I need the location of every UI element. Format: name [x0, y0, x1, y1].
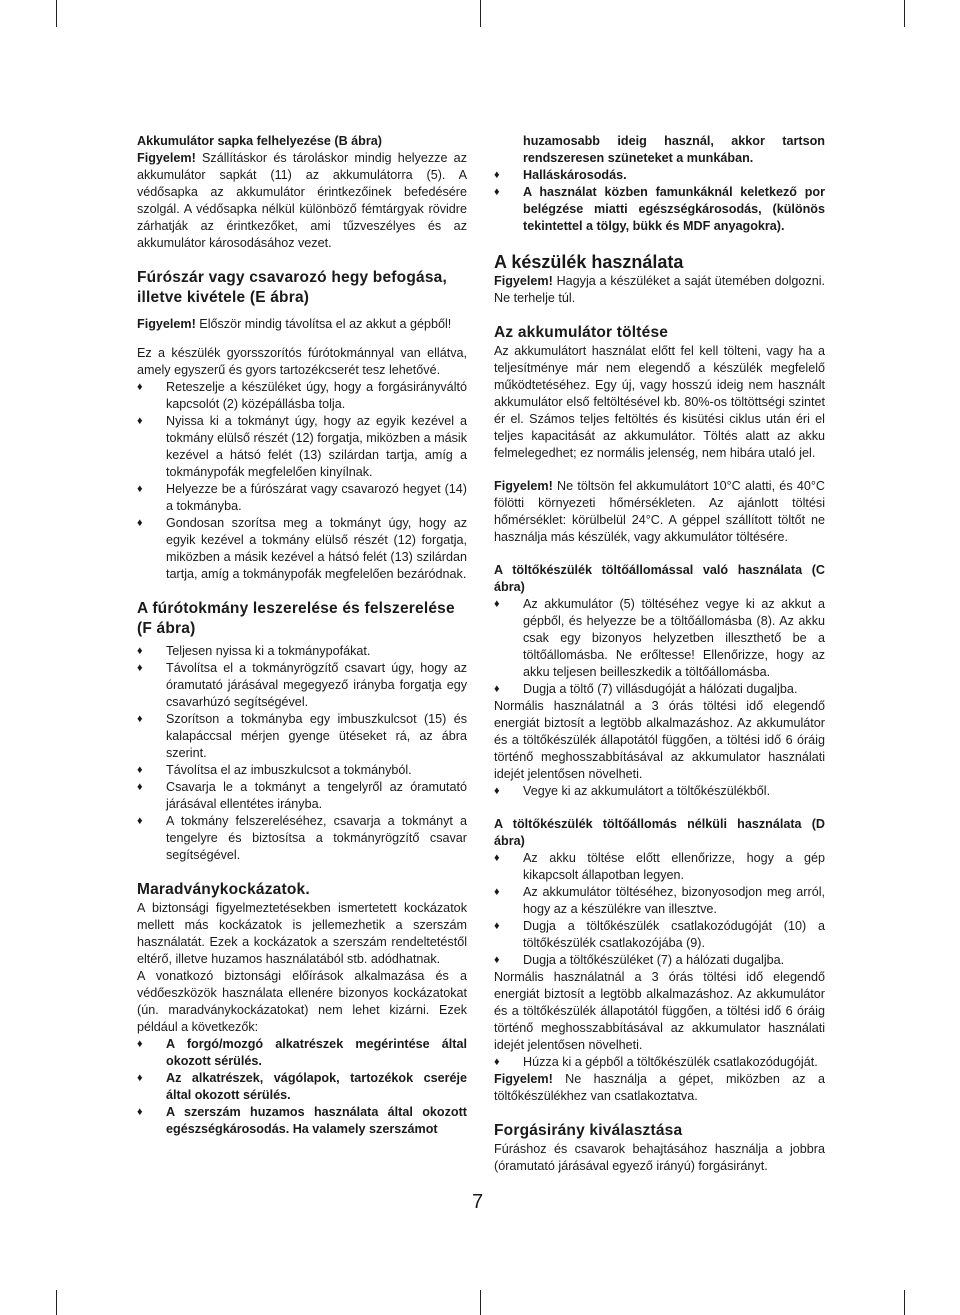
continued-risks-list [494, 167, 825, 235]
station-c-paragraph: Normális használatnál a 3 órás töltési idő elegendő energiát biztosít a legtöbb alkalmazáshoz. Az akkumulátor és a töltőkészülék állapotától függően, a töltési idő 6 óráig történő meghosszabbításával az akkumulator használati idejét jelentősen növelheti. [494, 699, 825, 781]
list-item: ♦ Távolítsa el az imbuszkulcsot a tokmányból. [137, 762, 467, 779]
heading-rotation-direction: Forgásirány kiválasztása [494, 1122, 683, 1139]
list-item: ♦ Húzza ki a gépből a töltőkészülék csatlakozódugóját. [494, 1054, 825, 1071]
charging-paragraph: Az akkumulátort használat előtt fel kell tölteni, vagy ha a teljesítménye már nem elegendő a készülék megfelelő működtetéséhez. Egy új, vagy hosszú ideig nem használt akkumulátor első feltöltésével kb. 80%-os töltöttségi szintet ér el. Számos teljes feltöltés és kisütési ciklus után éri el teljes kapacitását az akkumulátor. Töltés alatt az akku felmelegedhet; ez normális jelenség, nem hibára utaló jel. [494, 344, 825, 460]
list-item: ♦ Az akku töltése előtt ellenőrizze, hogy a gép kikapcsolt állapotban legyen. [494, 850, 825, 884]
list-item: ♦ Szorítson a tokmányba egy imbuszkulcsot (15) és kalapáccsal mérjen gyenge ütéseket rá, az ábra szerint. [137, 711, 467, 762]
list-item: ♦ Dugja a töltőkészülék csatlakozódugóját (10) a töltőkészülék csatlakozójába (9). [494, 918, 825, 952]
warning-label: Figyelem! [137, 151, 196, 165]
warning-label: Figyelem! [494, 274, 553, 288]
paragraph-text: Szállításkor és tároláskor mindig helyezze az akkumulátor sapkát (11) az akkumulátorra (5). A védősapka az akkumulátor érintkezőinek befedésére szolgál. A védősapka nélkül különböző fémtárgyak rövidre zárhatják az érintkezőket, ami tűzveszélyes és az akkumulátor károsodásához vezet. [137, 151, 467, 250]
list-item: ♦ Dugja a töltő (7) villásdugóját a hálózati dugaljba. [494, 681, 825, 698]
residual-risks-list [137, 1036, 467, 1138]
crop-mark [56, 1290, 57, 1315]
list-item: ♦ Csavarja le a tokmányt a tengelyről az óramutató járásával ellentétes irányba. [137, 779, 467, 813]
station-d-last [494, 1054, 825, 1071]
heading-residual-risks: Maradványkockázatok. [137, 881, 310, 898]
list-item: ♦ A szerszám huzamos használata által okozott egészségkárosodás. Ha valamely szerszámot [137, 1104, 467, 1138]
list-item: ♦ Gondosan szorítsa meg a tokmányt úgy, hogy az egyik kezével a tokmány elülső részét (12) forgatja, miközben a másik kezével a hátsó felét (13) szilárdan tartja, amíg a tokmánypofák megfelelően bezáródnak. [137, 515, 467, 583]
list-item: ♦ Távolítsa el a tokmányrögzítő csavart úgy, hogy az óramutató járásával megegyező irányba forgatja egy csavarhúzó segítségével. [137, 660, 467, 711]
list-item: ♦ Dugja a töltőkészüléket (7) a hálózati dugaljba. [494, 952, 825, 969]
rotation-paragraph: Fúráshoz és csavarok behajtásához használja a jobbra (óramutató járásával egyező irányú) forgásirányt. [494, 1142, 825, 1173]
warning-text: Hagyja a készüléket a saját ütemében dolgozni. Ne terhelje túl. [494, 274, 825, 305]
warning-text: Ne töltsön fel akkumulátort 10°C alatti, és 40°C fölötti környezeti hőmérsékleten. Az ajánlott töltési hőmérséklet: körülbelül 24°C. A géppel szállított töltőt ne használja más készülék, vagy akkumulátor töltésére. [494, 479, 825, 544]
crop-mark [904, 0, 905, 27]
list-item: ♦ Reteszelje a készüléket úgy, hogy a forgásirányváltó kapcsolót (2) középállásba tolja. [137, 379, 467, 413]
warning-text: Először mindig távolítsa el az akkut a gépből! [195, 317, 452, 331]
crop-mark [480, 0, 481, 27]
left-column [137, 133, 467, 1138]
station-d-paragraph: Normális használatnál a 3 órás töltési idő elegendő energiát biztosít a legtöbb alkalmazáshoz. Az akkumulátor és a töltőkészülék állapotától függően, a töltési idő 6 óráig történő meghosszabbításával az akkumulator használati idejét jelentősen növelheti. [494, 970, 825, 1052]
battery-cap-paragraph [137, 150, 467, 252]
usage-warning [494, 273, 825, 307]
heading-bit-insertion: Fúrószár vagy csavarozó hegy befogása, illetve kivétele (E ábra) [137, 269, 447, 306]
list-item: ♦ Teljesen nyissa ki a tokmánypofákat. [137, 643, 467, 660]
crop-mark [56, 0, 57, 27]
charging-warning [494, 478, 825, 546]
warning-label: Figyelem! [494, 1072, 553, 1086]
list-item: ♦ Helyezze be a fúrószárat vagy csavarozó hegyet (14) a tokmányba. [137, 481, 467, 515]
warning-label: Figyelem! [494, 479, 553, 493]
bit-intro: Ez a készülék gyorsszorítós fúrótokmánnyal van ellátva, amely egyszerű és gyors tartozékcserét tesz lehetővé. [137, 346, 467, 377]
heading-chuck-removal: A fúrótokmány leszerelése és felszerelése (F ábra) [137, 600, 455, 637]
section-title-battery-cap: Akkumulátor sapka felhelyezése (B ábra) [137, 134, 382, 148]
list-item: ♦ A tokmány felszereléséhez, csavarja a tokmányt a tengelyre és biztosítsa a tokmányrögzítő csavar segítségével. [137, 813, 467, 864]
list-item: ♦ A használat közben famunkáknál keletkező por belégzése miatti egészségkárosodás, (különös tekintettel a tölgy, bükk és MDF anyagokra). [494, 184, 825, 235]
list-item: ♦ Az alkatrészek, vágólapok, tartozékok cseréje által okozott sérülés. [137, 1070, 467, 1104]
list-item: ♦ Az akkumulátor (5) töltéséhez vegye ki az akkut a gépből, és helyezze be a töltőállomásba (8). Az akku csak egy bizonyos helyzetben illeszthető be a töltőállomásba. Ne erőltesse! Ellenőrizze, hogy az akku teljesen beilleszkedik a töltőállomásba. [494, 596, 825, 681]
station-d-warning [494, 1071, 825, 1105]
heading-charger-without-station: A töltőkészülék töltőállomás nélküli használata (D ábra) [494, 817, 825, 848]
list-item: ♦ A forgó/mozgó alkatrészek megérintése által okozott sérülés. [137, 1036, 467, 1070]
crop-mark [904, 1290, 905, 1315]
page-number: 7 [472, 1191, 484, 1213]
chuck-steps-list [137, 643, 467, 864]
list-item: ♦ Nyissa ki a tokmányt úgy, hogy az egyik kezével a tokmány elülső részét (12) forgatja, miközben a másik kezével a hátsó felét (13) szilárdan tartja, amíg a tokmánypofák megfelelően kinyílnak. [137, 413, 467, 481]
warning-label: Figyelem! [137, 317, 196, 331]
list-item: ♦ Halláskárosodás. [494, 167, 825, 184]
heading-charger-with-station: A töltőkészülék töltőállomással való használata (C ábra) [494, 563, 825, 594]
heading-battery-charging: Az akkumulátor töltése [494, 324, 669, 341]
warning-text: Ne használja a gépet, miközben az a töltőkészülékhez van csatlakoztatva. [494, 1072, 825, 1103]
station-c-list [494, 596, 825, 698]
list-item: ♦ Az akkumulátor töltéséhez, bizonyosodjon meg arról, hogy az a készülékre van illesztve. [494, 884, 825, 918]
residual-risks-paragraph-1: A biztonsági figyelmeztetésekben ismertetett kockázatok mellett más kockázatok is jellemezhetik a szerszám használatát. Ezek a kockázatok a szerszám rendeltetéstől eltérő, illetve huzamos használatából stb. adódhatnak. [137, 901, 467, 966]
continued-risk-text: huzamosabb ideig használ, akkor tartson rendszeresen szüneteket a munkában. [523, 134, 825, 165]
residual-risks-paragraph-2: A vonatkozó biztonsági előírások alkalmazása és a védőeszközök használata ellenére bizonyos kockázatokat (ún. maradványkockázatokat) nem lehet kizárni. Ezek például a következők: [137, 969, 467, 1034]
station-d-list [494, 850, 825, 969]
bit-warning [137, 316, 467, 333]
heading-device-usage: A készülék használata [494, 252, 684, 272]
crop-mark [480, 1290, 481, 1315]
bit-steps-list [137, 379, 467, 583]
station-c-last [494, 783, 825, 800]
right-column [494, 133, 825, 1175]
list-item: ♦ Vegye ki az akkumulátort a töltőkészülékből. [494, 783, 825, 800]
